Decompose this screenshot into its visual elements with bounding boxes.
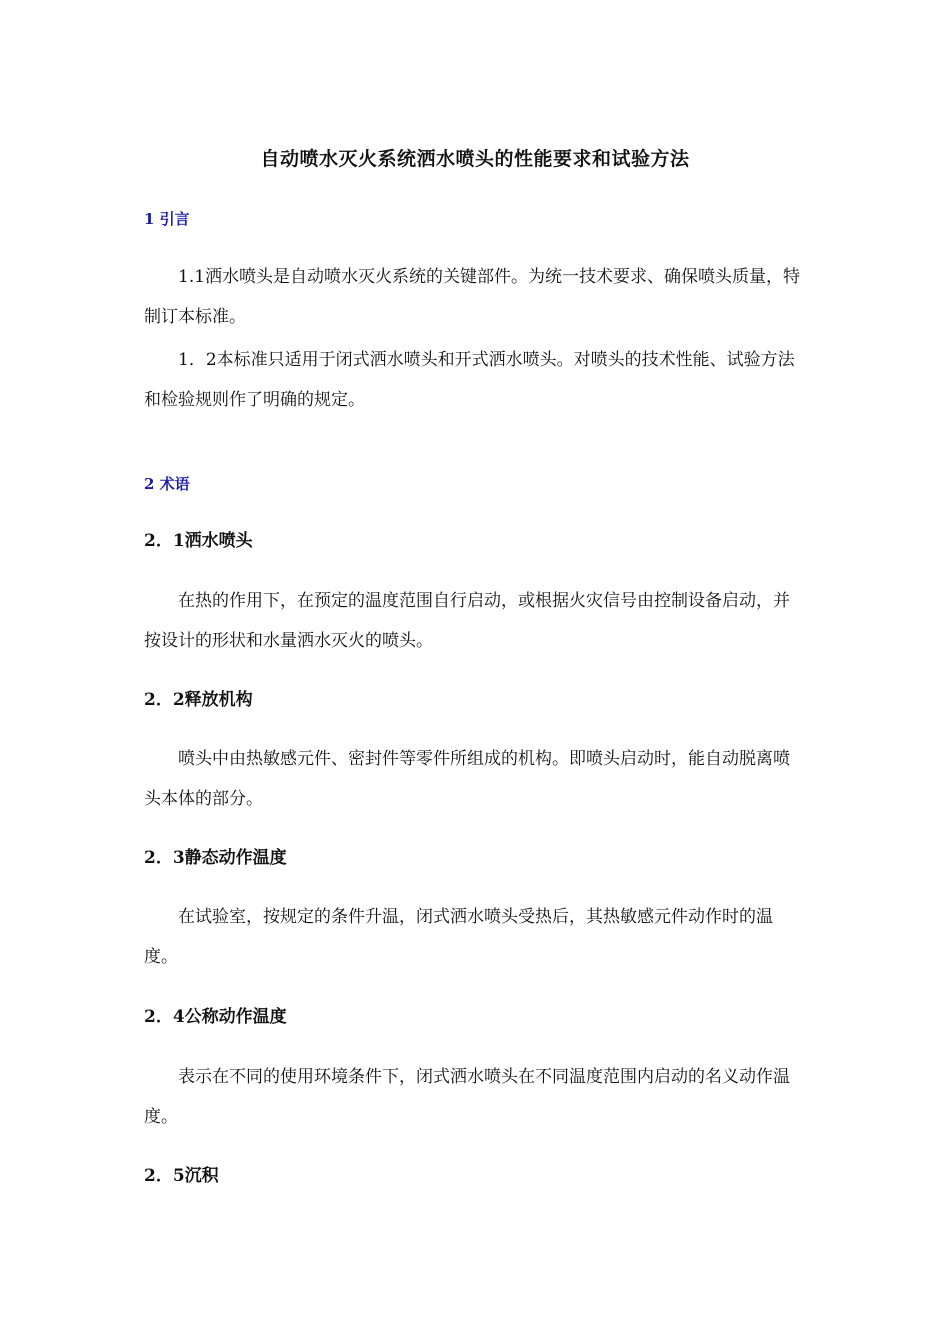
paragraph-1-1: 1.1洒水喷头是自动喷水灭火系统的关键部件。为统一技术要求、确保喷头质量，特制订本标准。 — [144, 267, 801, 327]
term-body-static-temperature: 在试验室，按规定的条件升温，闭式洒水喷头受热后，其热敏感元件动作时的温度。 — [144, 907, 773, 967]
section-heading-introduction: 1 引言 — [144, 210, 190, 228]
term-heading-release-mechanism: 2．2释放机构 — [144, 690, 253, 710]
term-body-release-mechanism: 喷头中由热敏感元件、密封件等零件所组成的机构。即喷头启动时，能自动脱离喷头本体的部分。 — [144, 749, 790, 809]
term-heading-nominal-temperature: 2．4公称动作温度 — [144, 1007, 287, 1027]
section-heading-terms: 2 术语 — [144, 475, 190, 493]
paragraph-1-2: 1．2本标准只适用于闭式洒水喷头和开式洒水喷头。对喷头的技术性能、试验方法和检验规则作了明确的规定。 — [144, 350, 795, 410]
term-heading-sprinkler: 2．1洒水喷头 — [144, 531, 253, 551]
term-body-nominal-temperature: 表示在不同的使用环境条件下，闭式洒水喷头在不同温度范围内启动的名义动作温度。 — [144, 1067, 790, 1127]
term-heading-static-temperature: 2．3静态动作温度 — [144, 848, 287, 868]
term-heading-deposit: 2．5沉积 — [144, 1166, 219, 1186]
document-title: 自动喷水灭火系统洒水喷头的性能要求和试验方法 — [260, 148, 690, 170]
term-body-sprinkler: 在热的作用下，在预定的温度范围自行启动，或根据火灾信号由控制设备启动，并按设计的形状和水量洒水灭火的喷头。 — [144, 591, 790, 651]
